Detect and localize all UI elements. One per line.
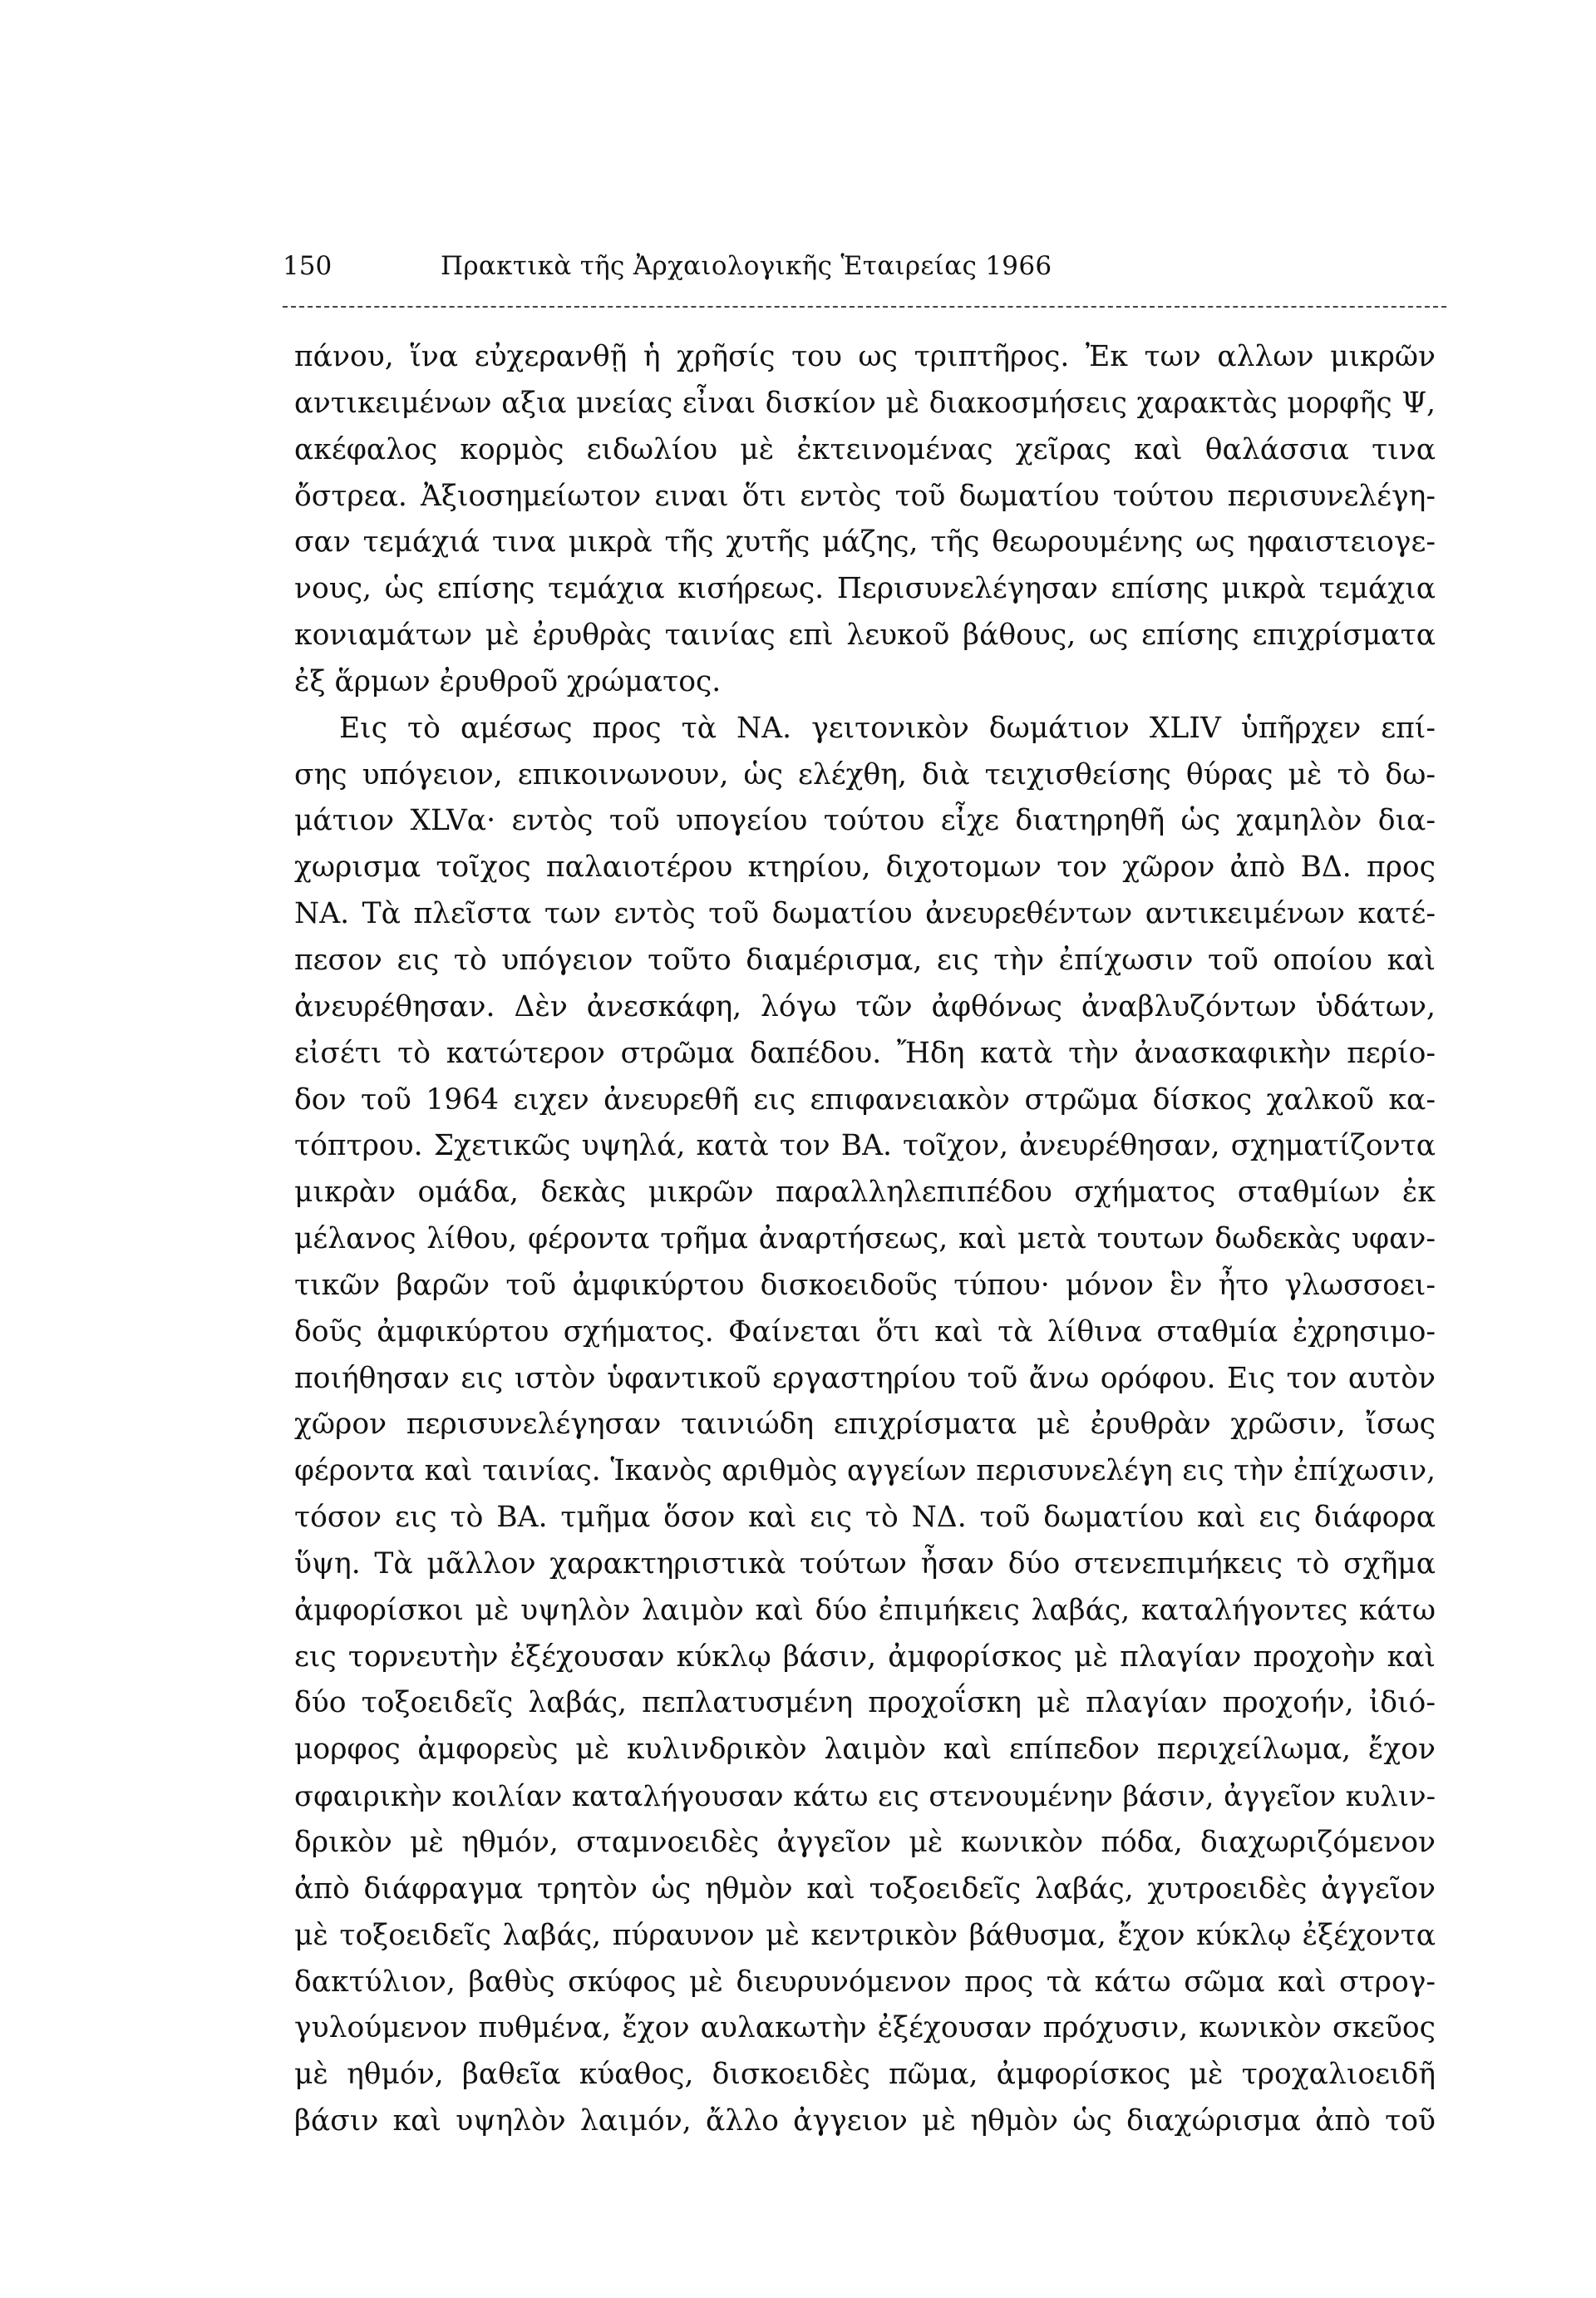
text-line: ἀμφορίσκοι μὲ υψηλὸν λαιμὸν καὶ δύο ἐπιμήκεις λαβάς, καταλήγοντες κάτω	[294, 1593, 1436, 1627]
text-line: ποιήθησαν εις ιστὸν ὑφαντικοῦ εργαστηρίου τοῦ ἄνω ορόφου. Εις τον αυτὸν	[294, 1361, 1436, 1395]
text-line: κονιαμάτων μὲ ἐρυθρὰς ταινίας επὶ λευκοῦ βάθους, ως επίσης επιχρίσματα	[294, 619, 1436, 653]
text-line: ὕψη. Τὰ μᾶλλον χαρακτηριστικὰ τούτων ἦσαν δύο στενεπιμήκεις τὸ σχῆμα	[294, 1546, 1436, 1580]
text-line: δακτύλιον, βαθὺς σκύφος μὲ διευρυνόμενον προς τὰ κάτω σῶμα καὶ στρογ-	[294, 1965, 1436, 1999]
text-line: μικρὰν ομάδα, δεκὰς μικρῶν παραλληλεπιπέδου σχήματος σταθμίων ἐκ	[294, 1176, 1436, 1210]
text-line: χωρισμα τοῖχος παλαιοτέρου κτηρίου, διχοτομων τον χῶρον ἀπὸ ΒΔ. προς	[294, 851, 1436, 885]
text-line: δον τοῦ 1964 ειχεν ἀνευρεθῆ εις επιφανειακὸν στρῶμα δίσκος χαλκοῦ κα-	[294, 1082, 1436, 1117]
running-title: Πρακτικὰ τῆς Ἀρχαιολογικῆς Ἑταιρείας 1966	[441, 251, 1052, 281]
text-line: μὲ ηθμόν, βαθεῖα κύαθος, δισκοειδὲς πῶμα, ἀμφορίσκος μὲ τροχαλιοειδῆ	[294, 2058, 1436, 2092]
text-line: σαν τεμάχιά τινα μικρὰ τῆς χυτῆς μάζης, τῆς θεωρουμένης ως ηφαιστειογε-	[294, 525, 1436, 560]
page-number: 150	[283, 251, 332, 281]
text-line: τικῶν βαρῶν τοῦ ἀμφικύρτου δισκοειδοῦς τύπου· μόνον ἓν ἦτο γλωσσοει-	[294, 1268, 1436, 1302]
text-line: σφαιρικὴν κοιλίαν καταλήγουσαν κάτω εις στενουμένην βάσιν, ἀγγεῖον κυλιν-	[294, 1780, 1436, 1813]
text-line: πάνου, ἵνα εὐχερανθῇ ἡ χρῆσίς του ως τριπτῆρος. Ἐκ των αλλων μικρῶν	[294, 340, 1436, 373]
text-line: τόπτρου. Σχετικῶς υψηλά, κατὰ τον ΒΑ. τοῖχον, ἀνευρέθησαν, σχηματίζοντα	[294, 1129, 1436, 1163]
text-line: ακέφαλος κορμὸς ειδωλίου μὲ ἐκτεινομένας χεῖρας καὶ θαλάσσια τινα	[294, 432, 1436, 466]
text-line: αντικειμένων αξια μνείας εἶναι δισκίον μὲ διακοσμήσεις χαρακτὰς μορφῆς Ψ,	[294, 386, 1436, 420]
text-line: ἀπὸ διάφραγμα τρητὸν ὡς ηθμὸν καὶ τοξοειδεῖς λαβάς, χυτροειδὲς ἀγγεῖον	[294, 1871, 1436, 1906]
text-line: δοῦς ἀμφικύρτου σχήματος. Φαίνεται ὅτι καὶ τὰ λίθινα σταθμία ἐχρησιμο-	[294, 1314, 1436, 1349]
text-line: ἐξ ἅρμων ἐρυθροῦ χρώματος.	[294, 664, 722, 698]
body-text	[294, 334, 1436, 2145]
text-line: φέροντα καὶ ταινίας. Ἱκανὸς αριθμὸς αγγείων περισυνελέγη εις τὴν ἐπίχωσιν,	[294, 1454, 1436, 1488]
text-line: ΝΑ. Τὰ πλεῖστα των εντὸς τοῦ δωματίου ἀνευρεθέντων αντικειμένων κατέ-	[294, 897, 1436, 931]
text-line: μορφος ἀμφορεὺς μὲ κυλινδρικὸν λαιμὸν καὶ επίπεδον περιχείλωμα, ἔχον	[294, 1733, 1436, 1767]
text-line: μὲ τοξοειδεῖς λαβάς, πύραυνον μὲ κεντρικὸν βάθυσμα, ἔχον κύκλῳ ἐξέχοντα	[294, 1918, 1436, 1952]
text-line: βάσιν καὶ υψηλὸν λαιμόν, ἄλλο ἀγγειον μὲ ηθμὸν ὡς διαχώρισμα ἀπὸ τοῦ	[294, 2104, 1436, 2138]
text-line: δύο τοξοειδεῖς λαβάς, πεπλατυσμένη προχοΐσκη μὲ πλαγίαν προχοήν, ἰδιό-	[294, 1686, 1436, 1720]
text-line: εις τορνευτὴν ἐξέχουσαν κύκλῳ βάσιν, ἀμφορίσκος μὲ πλαγίαν προχοὴν καὶ	[294, 1640, 1436, 1674]
text-line: σης υπόγειον, επικοινωνουν, ὡς ελέχθη, διὰ τειχισθείσης θύρας μὲ τὸ δω-	[294, 757, 1436, 791]
text-line: εἰσέτι τὸ κατώτερον στρῶμα δαπέδου. Ἤδη κατὰ τὴν ἀνασκαφικὴν περίο-	[294, 1036, 1436, 1070]
text-line: δρικὸν μὲ ηθμόν, σταμνοειδὲς ἀγγεῖον μὲ κωνικὸν πόδα, διαχωριζόμενον	[294, 1826, 1436, 1859]
text-line-paragraph-start: Εις τὸ αμέσως προς τὰ ΝΑ. γειτονικὸν δωμάτιον XLIV ὑπῆρχεν επί-	[339, 711, 1436, 745]
text-line: μέλανος λίθου, φέροντα τρῆμα ἀναρτήσεως, καὶ μετὰ τουτων δωδεκὰς υφαν-	[294, 1222, 1436, 1256]
text-line: γυλούμενον πυθμένα, ἔχον αυλακωτὴν ἐξέχουσαν πρόχυσιν, κωνικὸν σκεῦος	[294, 2011, 1436, 2045]
text-line: μάτιον XLVα· εντὸς τοῦ υπογείου τούτου εἶχε διατηρηθῆ ὡς χαμηλὸν δια-	[294, 804, 1436, 838]
text-line: ἀνευρέθησαν. Δὲν ἀνεσκάφη, λόγω τῶν ἀφθόνως ἀναβλυζόντων ὑδάτων,	[294, 989, 1436, 1023]
text-line: πεσον εις τὸ υπόγειον τοῦτο διαμέρισμα, εις τὴν ἐπίχωσιν τοῦ οποίου καὶ	[294, 943, 1436, 977]
text-line: τόσον εις τὸ ΒΑ. τμῆμα ὅσον καὶ εις τὸ ΝΔ. τοῦ δωματίου καὶ εις διάφορα	[294, 1501, 1436, 1535]
running-header	[283, 241, 1305, 291]
header-rule	[283, 306, 1446, 308]
text-line: νους, ὡς επίσης τεμάχια κισήρεως. Περισυνελέγησαν επίσης μικρὰ τεμάχια	[294, 572, 1436, 606]
text-line: ὄστρεα. Ἀξιοσημείωτον ειναι ὅτι εντὸς τοῦ δωματίου τούτου περισυνελέγη-	[294, 479, 1436, 513]
text-line: χῶρον περισυνελέγησαν ταινιώδη επιχρίσματα μὲ ἐρυθρὰν χρῶσιν, ἴσως	[294, 1408, 1436, 1442]
